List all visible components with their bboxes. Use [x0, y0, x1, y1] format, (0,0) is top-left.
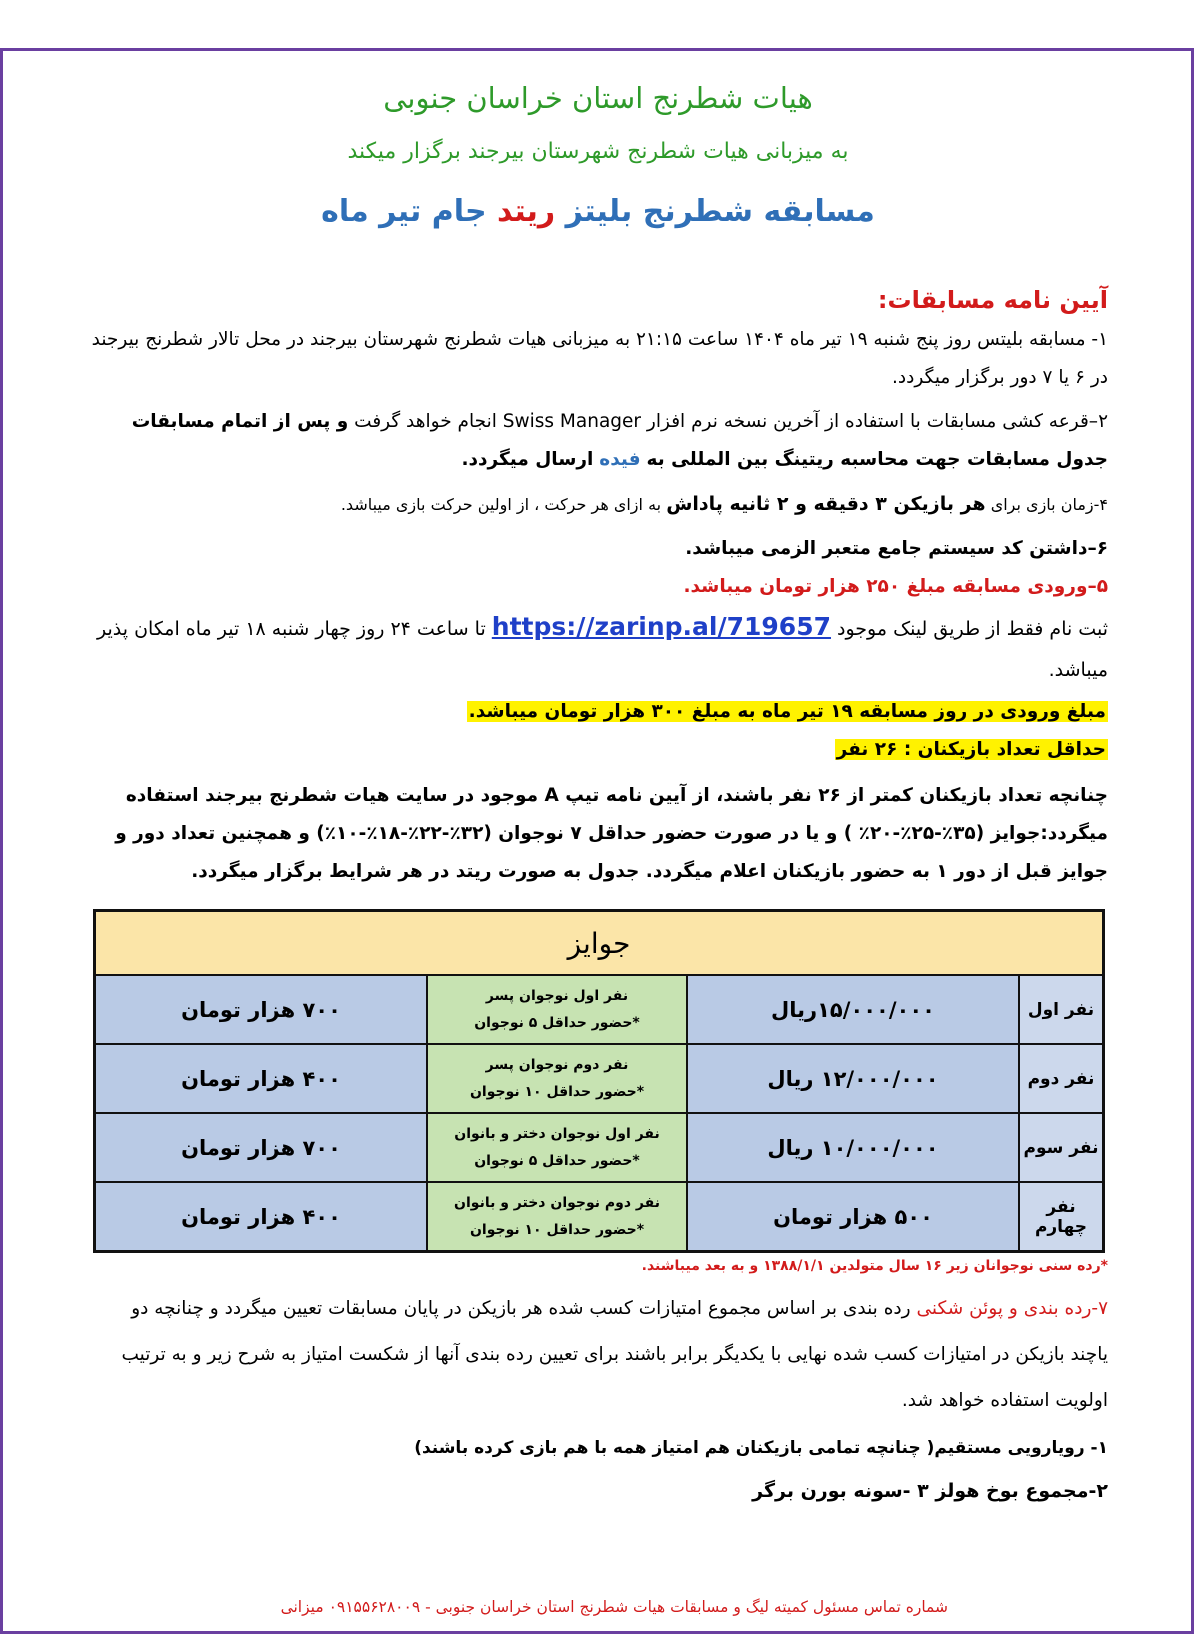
day-fee-highlight: مبلغ ورودی در روز مسابقه ۱۹ تیر ماه به مبلغ ۳۰۰ هزار تومان میباشد.: [468, 701, 1106, 722]
prizes-header-row: [95, 911, 1104, 976]
rule-2-text-b: انجام خواهد گرفت: [354, 411, 497, 432]
registration-text-a: ثبت نام فقط از طریق لینک موجود: [837, 618, 1108, 640]
prize-youth-condition: *حضور حداقل ۱۰ نوجوان: [469, 1083, 645, 1100]
min-players-line: [88, 731, 1108, 769]
prize-youth-condition: *حضور حداقل ۵ نوجوان: [474, 1152, 640, 1169]
prizes-table: [93, 909, 1105, 1253]
prize-toman: ۴۰۰ هزار تومان: [95, 1044, 428, 1113]
table-row: [95, 1182, 1104, 1252]
rule-5: ۵–ورودی مسابقه مبلغ ۲۵۰ هزار تومان میباشد.: [683, 576, 1108, 597]
min-players-highlight: حداقل تعداد بازیکنان : ۲۶ نفر: [836, 739, 1106, 760]
table-row: [95, 1044, 1104, 1113]
registration-paragraph: [88, 606, 1108, 691]
tiebreak-2: ۲-مجموع بوخ هولز ۳ -سونه بورن برگر: [752, 1480, 1108, 1502]
rule-7-title: ۷-رده بندی و پوئن شکنی: [916, 1298, 1108, 1319]
age-note: *رده سنی نوجوانان زیر ۱۶ سال متولدین ۱۳۸۸/۱/۱ و به بعد میباشند.: [641, 1258, 1108, 1274]
prize-place: نفر دوم: [1019, 1044, 1104, 1113]
event-title-part3: جام تیر ماه: [321, 194, 487, 229]
prize-place: نفر چهارم: [1019, 1182, 1104, 1252]
prize-youth: [427, 1113, 687, 1182]
rule-4-text-a: ۴-زمان بازی برای: [990, 495, 1108, 514]
tiebreak-1: ۱- رویارویی مستقیم( چنانچه تمامی بازیکنان هم امتیاز همه با هم بازی کرده باشند): [414, 1438, 1108, 1458]
prize-rial: ۱۵/۰۰۰/۰۰۰ریال: [687, 975, 1019, 1044]
prizes-title: جوایز: [95, 911, 1104, 976]
prize-toman: ۴۰۰ هزار تومان: [95, 1182, 428, 1252]
rule-1: ۱- مسابقه بلیتس روز پنج شنبه ۱۹ تیر ماه ۱۴۰۴ ساعت ۲۱:۱۵ به میزبانی هیات شطرنج شهرستان بیرجند در محل تالار شطرنج بیرجند در ۶ یا ۷ دور برگزار میگردد.: [91, 329, 1108, 388]
rule-2-text-a: ۲–قرعه کشی مسابقات با استفاده از آخرین نسخه نرم افزار: [646, 411, 1108, 432]
registration-text-b: تا ساعت ۲۴ روز چهار شنبه ۱۸ تیر ماه امکان پذیر میباشد.: [97, 618, 1108, 681]
condition-text-a: چنانچه تعداد بازیکنان کمتر از ۲۶ نفر باشند، از آیین نامه تیپ: [565, 785, 1108, 806]
page-subtitle: به میزبانی هیات شطرنج شهرستان بیرجند برگزار میکند: [347, 139, 849, 164]
condition-text-b: موجود در سایت هیات شطرنج بیرجند استفاده میگردد:جوایز (۳۵٪-۲۵٪-۲۰٪ ) و یا در صورت حضور حداقل ۷ نوجوان (۳۲٪-۲۲٪-۱۸٪-۱۰٪) و همچنین تعداد دور و جوایز قبل از دور ۱ به حضور بازیکنان اعلام میگردد. جدول به صورت ریتد در هر شرایط برگزار میگردد.: [115, 785, 1108, 882]
prize-youth-title: نفر دوم نوجوان دختر و بانوان: [454, 1194, 660, 1211]
prize-youth: [427, 1182, 687, 1252]
page-frame: [0, 48, 1194, 1634]
prize-youth: [427, 975, 687, 1044]
event-title: [88, 194, 1108, 229]
prize-rial: ۱۲/۰۰۰/۰۰۰ ریال: [687, 1044, 1019, 1113]
prize-place: نفر سوم: [1019, 1113, 1104, 1182]
prize-toman: ۷۰۰ هزار تومان: [95, 1113, 428, 1182]
rule-2-fide: فیده: [599, 449, 641, 470]
condition-paragraph: [88, 777, 1108, 891]
prize-place: نفر اول: [1019, 975, 1104, 1044]
registration-link[interactable]: https://zarinp.al/719657: [491, 612, 831, 641]
event-title-part1: مسابقه شطرنج بلیتز: [565, 194, 875, 229]
prize-youth-title: نفر اول نوجوان پسر: [485, 987, 629, 1004]
rule-4-text-c: به ازای هر حرکت ، از اولین حرکت بازی میباشد.: [340, 495, 662, 514]
prize-youth-condition: *حضور حداقل ۵ نوجوان: [474, 1014, 640, 1031]
condition-type: A: [544, 785, 559, 806]
prize-toman: ۷۰۰ هزار تومان: [95, 975, 428, 1044]
prize-rial: ۵۰۰ هزار تومان: [687, 1182, 1019, 1252]
contact-footer: شماره تماس مسئول کمیته لیگ و مسابقات هیات شطرنج استان خراسان جنوبی - ۰۹۱۵۵۶۲۸۰۰۹ میزانی: [280, 1598, 948, 1616]
prize-rial: ۱۰/۰۰۰/۰۰۰ ریال: [687, 1113, 1019, 1182]
rule-7-text: رده بندی بر اساس مجموع امتیازات کسب شده هر بازیکن در پایان مسابقات تعیین میگردد و چنانچه دو یاچند بازیکن در امتیازات کسب شده نهایی با یکدیگر برابر باشند برای تعیین رده بندی آنها از شکست امتیاز به شرح زیر و به ترتیب اولویت استفاده خواهد شد.: [121, 1298, 1108, 1411]
prize-youth-title: نفر دوم نوجوان پسر: [485, 1056, 629, 1073]
rule-7: [88, 1286, 1108, 1424]
rule-2-text-c: و پس از اتمام مسابقات جدول مسابقات جهت محاسبه ریتینگ بین المللی به: [131, 411, 1108, 470]
prize-youth: [427, 1044, 687, 1113]
rule-4-time-control: هر بازیکن ۳ دقیقه و ۲ ثانیه پاداش: [666, 493, 986, 515]
prize-youth-condition: *حضور حداقل ۱۰ نوجوان: [469, 1221, 645, 1238]
rules-heading: آیین نامه مسابقات:: [877, 286, 1108, 314]
table-row: [95, 975, 1104, 1044]
rule-2-software: Swiss Manager: [502, 411, 642, 432]
day-fee-line: [88, 693, 1108, 731]
event-title-rated: ریتد: [497, 194, 556, 229]
rule-2-text-d: ارسال میگردد.: [461, 449, 594, 470]
rule-2: [88, 403, 1108, 479]
page-title: هیات شطرنج استان خراسان جنوبی: [383, 81, 813, 115]
rule-6: ۶–داشتن کد سیستم جامع متعبر الزمی میباشد.: [685, 538, 1108, 559]
table-row: [95, 1113, 1104, 1182]
prize-youth-title: نفر اول نوجوان دختر و بانوان: [454, 1125, 660, 1142]
rule-4: [88, 485, 1108, 524]
